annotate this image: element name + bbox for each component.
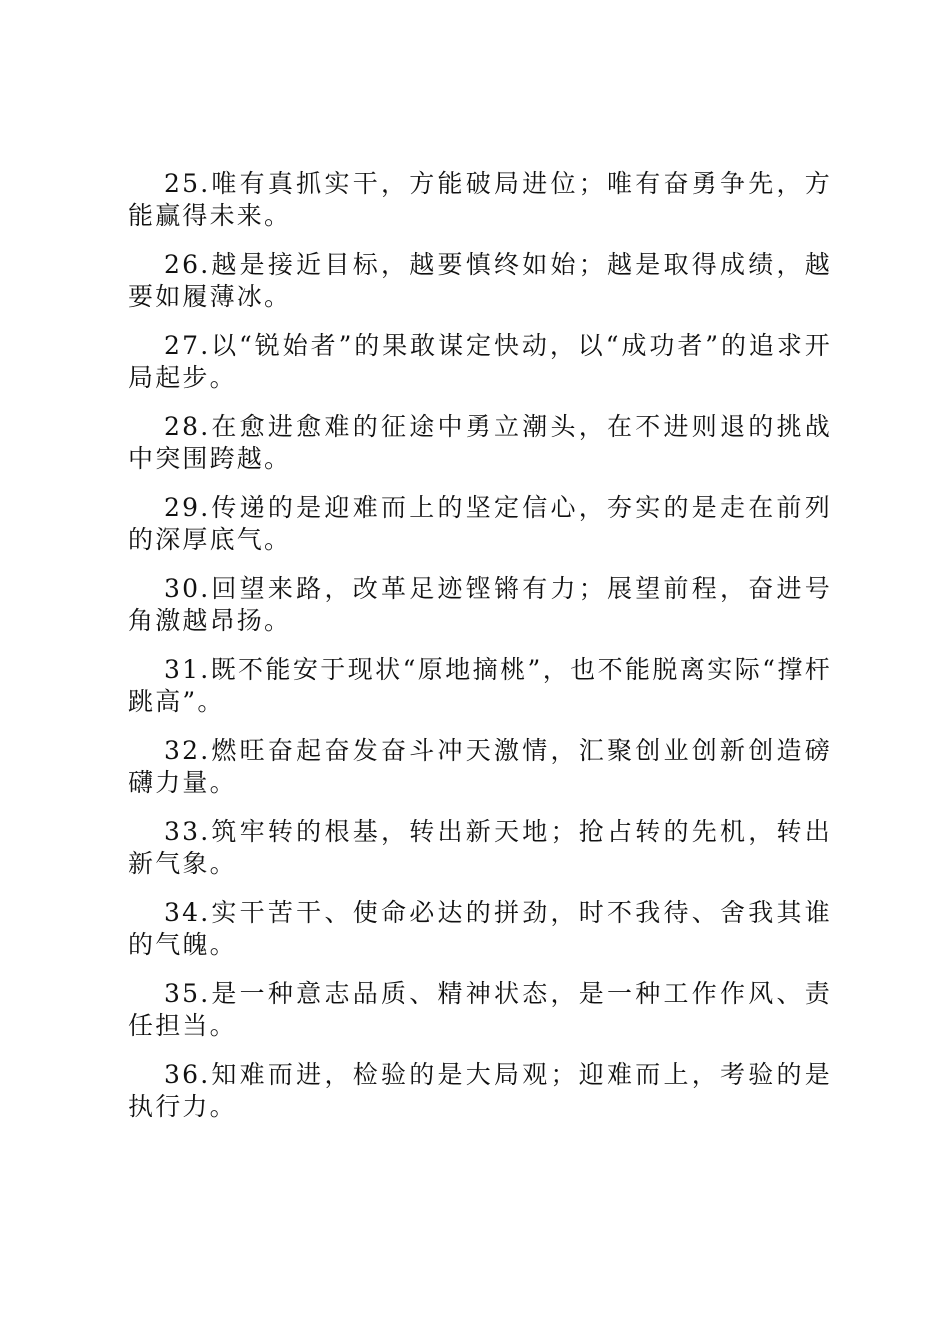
list-item: 34.实干苦干、使命必达的拼劲，时不我待、舍我其谁的气魄。 [128, 898, 832, 959]
list-item: 33.筑牢转的根基，转出新天地；抢占转的先机，转出新气象。 [128, 817, 832, 878]
list-item: 26.越是接近目标，越要慎终如始；越是取得成绩，越要如履薄冰。 [128, 250, 832, 311]
list-item: 25.唯有真抓实干，方能破局进位；唯有奋勇争先，方能赢得未来。 [128, 169, 832, 230]
list-item: 29.传递的是迎难而上的坚定信心，夯实的是走在前列的深厚底气。 [128, 493, 832, 554]
list-item: 32.燃旺奋起奋发奋斗冲天激情，汇聚创业创新创造磅礴力量。 [128, 736, 832, 797]
list-item: 30.回望来路，改革足迹铿锵有力；展望前程，奋进号角激越昂扬。 [128, 574, 832, 635]
list-item: 35.是一种意志品质、精神状态，是一种工作作风、责任担当。 [128, 979, 832, 1040]
list-item: 28.在愈进愈难的征途中勇立潮头，在不进则退的挑战中突围跨越。 [128, 412, 832, 473]
list-item: 27.以“锐始者”的果敢谋定快动，以“成功者”的追求开局起步。 [128, 331, 832, 392]
document-body [128, 168, 832, 1140]
list-item: 36.知难而进，检验的是大局观；迎难而上，考验的是执行力。 [128, 1060, 832, 1121]
list-item: 31.既不能安于现状“原地摘桃”，也不能脱离实际“撑杆跳高”。 [128, 655, 832, 716]
